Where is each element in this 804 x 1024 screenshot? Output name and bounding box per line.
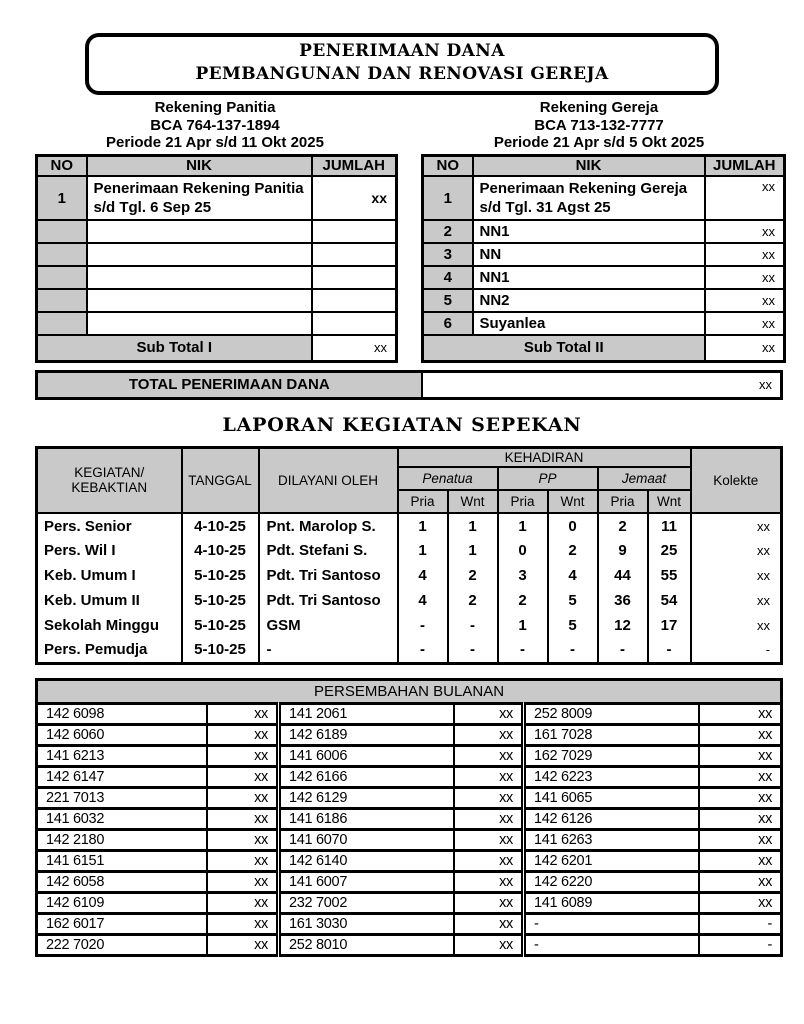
account-code-cell: 142 6060 xyxy=(37,724,207,745)
tanggal-cell: 4-10-25 xyxy=(182,513,259,538)
table-row xyxy=(37,588,782,613)
penatua-wnt-cell: 1 xyxy=(448,513,498,538)
jemaat-wnt-cell: 25 xyxy=(648,538,691,563)
column-header-kegiatan xyxy=(37,447,182,513)
amount-cell: xx xyxy=(454,724,524,745)
panitia-receipt-table xyxy=(35,154,398,363)
amount-cell: xx xyxy=(454,892,524,913)
kegiatan-cell: Pers. Wil I xyxy=(37,538,182,563)
amount-cell: xx xyxy=(699,850,782,871)
dilayani-cell: - xyxy=(259,638,398,663)
table-row xyxy=(37,613,782,638)
account-code-cell: 221 7013 xyxy=(37,787,207,808)
nik-cell: NN2 xyxy=(473,289,705,312)
column-header-nik: NIK xyxy=(87,155,312,176)
column-header-pp: PP xyxy=(498,467,598,490)
jumlah-cell xyxy=(312,289,397,312)
table-row xyxy=(37,871,782,892)
row-number: 3 xyxy=(423,243,473,266)
account-headers xyxy=(35,99,780,152)
jemaat-pria-cell: 12 xyxy=(598,613,648,638)
column-header-wnt: Wnt xyxy=(448,490,498,513)
nik-cell: Penerimaan Rekening Panitia s/d Tgl. 6 Sep 25 xyxy=(87,176,312,220)
penatua-wnt-cell: 2 xyxy=(448,588,498,613)
jumlah-cell: xx xyxy=(705,266,785,289)
row-number: 1 xyxy=(37,176,87,220)
column-header-dilayani: DILAYANI OLEH xyxy=(259,447,398,513)
amount-cell: - xyxy=(699,913,782,934)
table-row xyxy=(37,892,782,913)
amount-cell: xx xyxy=(699,745,782,766)
subtotal-label: Sub Total I xyxy=(37,335,312,361)
table-row xyxy=(37,176,397,220)
activity-rows xyxy=(37,513,782,663)
account-code-cell: 141 6089 xyxy=(524,892,699,913)
account-panitia-header xyxy=(35,99,395,152)
kegiatan-cell: Keb. Umum I xyxy=(37,563,182,588)
column-header-jemaat: Jemaat xyxy=(598,467,691,490)
account-gereja-header xyxy=(418,99,780,152)
jumlah-cell: xx xyxy=(705,312,785,335)
account-panitia-number: BCA 764-137-1894 xyxy=(150,116,280,134)
nik-cell xyxy=(87,266,312,289)
gereja-receipt-table xyxy=(421,154,786,363)
table-row xyxy=(423,220,785,243)
account-code-cell: 141 6007 xyxy=(279,871,454,892)
row-number: 6 xyxy=(423,312,473,335)
table-row xyxy=(37,787,782,808)
nik-cell xyxy=(87,289,312,312)
jumlah-cell: xx xyxy=(312,176,397,220)
title-line2: PEMBANGUNAN DAN RENOVASI GEREJA xyxy=(195,64,609,84)
jumlah-cell xyxy=(312,266,397,289)
amount-cell: xx xyxy=(454,808,524,829)
account-code-cell: 142 6126 xyxy=(524,808,699,829)
account-code-cell: 142 6166 xyxy=(279,766,454,787)
account-code-cell: - xyxy=(524,934,699,955)
penatua-wnt-cell: - xyxy=(448,613,498,638)
table-row xyxy=(37,220,397,243)
subtotal-row xyxy=(423,335,785,361)
persembahan-rows xyxy=(37,703,782,955)
account-code-cell: 142 6129 xyxy=(279,787,454,808)
jumlah-cell: xx xyxy=(705,176,785,220)
amount-cell: xx xyxy=(699,829,782,850)
pp-pria-cell: 2 xyxy=(498,588,548,613)
pp-pria-cell: 0 xyxy=(498,538,548,563)
row-number: 2 xyxy=(423,220,473,243)
account-code-cell: 141 6151 xyxy=(37,850,207,871)
penatua-pria-cell: 4 xyxy=(398,588,448,613)
amount-cell: - xyxy=(699,934,782,955)
kolekte-cell: xx xyxy=(691,588,782,613)
jemaat-wnt-cell: 17 xyxy=(648,613,691,638)
account-code-cell: 141 6070 xyxy=(279,829,454,850)
total-row xyxy=(35,370,783,400)
kolekte-cell: xx xyxy=(691,513,782,538)
jemaat-pria-cell: 2 xyxy=(598,513,648,538)
dilayani-cell: Pdt. Tri Santoso xyxy=(259,588,398,613)
table-row xyxy=(423,266,785,289)
column-header-kehadiran: KEHADIRAN xyxy=(398,447,691,467)
amount-cell: xx xyxy=(207,850,279,871)
account-code-cell: 142 6220 xyxy=(524,871,699,892)
penatua-pria-cell: 1 xyxy=(398,513,448,538)
amount-cell: xx xyxy=(454,934,524,955)
table-row xyxy=(37,312,397,335)
column-header-jumlah: JUMLAH xyxy=(312,155,397,176)
kolekte-cell: - xyxy=(691,638,782,663)
table-row xyxy=(37,934,782,955)
row-number xyxy=(37,289,87,312)
column-header-nik: NIK xyxy=(473,155,705,176)
amount-cell: xx xyxy=(207,745,279,766)
account-code-cell: 141 6006 xyxy=(279,745,454,766)
kegiatan-header-line2: KEBAKTIAN xyxy=(71,480,148,496)
jemaat-wnt-cell: 55 xyxy=(648,563,691,588)
table-header-row xyxy=(37,155,397,176)
account-code-cell: 141 6032 xyxy=(37,808,207,829)
dilayani-cell: Pnt. Marolop S. xyxy=(259,513,398,538)
amount-cell: xx xyxy=(454,850,524,871)
account-code-cell: 141 6065 xyxy=(524,787,699,808)
table-row xyxy=(37,513,782,538)
account-gereja-number: BCA 713-132-7777 xyxy=(534,116,664,134)
penatua-pria-cell: 1 xyxy=(398,538,448,563)
jemaat-wnt-cell: 11 xyxy=(648,513,691,538)
persembahan-header-row xyxy=(37,679,782,703)
table-row xyxy=(423,312,785,335)
amount-cell: xx xyxy=(207,724,279,745)
penatua-pria-cell: - xyxy=(398,613,448,638)
tanggal-cell: 5-10-25 xyxy=(182,563,259,588)
account-code-cell: 142 6109 xyxy=(37,892,207,913)
column-header-pria: Pria xyxy=(498,490,548,513)
nik-cell: NN xyxy=(473,243,705,266)
column-header-kolekte: Kolekte xyxy=(691,447,782,513)
table-row xyxy=(37,289,397,312)
persembahan-table xyxy=(35,678,783,957)
jemaat-pria-cell: 44 xyxy=(598,563,648,588)
table-row xyxy=(37,638,782,663)
column-header-wnt: Wnt xyxy=(648,490,691,513)
account-code-cell: 141 6213 xyxy=(37,745,207,766)
pp-wnt-cell: 4 xyxy=(548,563,598,588)
account-code-cell: 142 6098 xyxy=(37,703,207,724)
row-number: 1 xyxy=(423,176,473,220)
amount-cell: xx xyxy=(454,766,524,787)
amount-cell: xx xyxy=(699,892,782,913)
column-header-wnt: Wnt xyxy=(548,490,598,513)
amount-cell: xx xyxy=(207,808,279,829)
account-panitia-name: Rekening Panitia xyxy=(154,99,276,116)
total-label: TOTAL PENERIMAAN DANA xyxy=(37,371,422,398)
amount-cell: xx xyxy=(699,703,782,724)
amount-cell: xx xyxy=(207,787,279,808)
kolekte-cell: xx xyxy=(691,613,782,638)
pp-pria-cell: 1 xyxy=(498,613,548,638)
column-header-pria: Pria xyxy=(598,490,648,513)
account-code-cell: 142 6201 xyxy=(524,850,699,871)
nik-cell: NN1 xyxy=(473,266,705,289)
subtotal-value: xx xyxy=(705,335,785,361)
account-code-cell: 142 6058 xyxy=(37,871,207,892)
table-row xyxy=(37,266,397,289)
gereja-rows xyxy=(423,220,785,335)
table-row xyxy=(37,538,782,563)
table-row xyxy=(37,850,782,871)
amount-cell: xx xyxy=(207,766,279,787)
row-number xyxy=(37,312,87,335)
jemaat-pria-cell: 9 xyxy=(598,538,648,563)
kolekte-cell: xx xyxy=(691,538,782,563)
kolekte-cell: xx xyxy=(691,563,782,588)
account-code-cell: 161 7028 xyxy=(524,724,699,745)
amount-cell: xx xyxy=(207,829,279,850)
account-code-cell: 222 7020 xyxy=(37,934,207,955)
account-code-cell: 141 6186 xyxy=(279,808,454,829)
account-gereja-period: Periode 21 Apr s/d 5 Okt 2025 xyxy=(493,134,705,151)
subtotal-row xyxy=(37,335,397,361)
subtotal-value: xx xyxy=(312,335,397,361)
amount-cell: xx xyxy=(699,871,782,892)
pp-wnt-cell: 2 xyxy=(548,538,598,563)
table-row xyxy=(423,176,785,220)
account-code-cell: 232 7002 xyxy=(279,892,454,913)
pp-wnt-cell: 0 xyxy=(548,513,598,538)
account-code-cell: 142 6140 xyxy=(279,850,454,871)
amount-cell: xx xyxy=(699,766,782,787)
amount-cell: xx xyxy=(454,913,524,934)
account-code-cell: 252 8010 xyxy=(279,934,454,955)
dilayani-cell: Pdt. Stefani S. xyxy=(259,538,398,563)
table-row xyxy=(37,829,782,850)
activity-table xyxy=(35,446,783,665)
title-line1: PENERIMAAN DANA xyxy=(299,41,505,61)
amount-cell: xx xyxy=(699,808,782,829)
amount-cell: xx xyxy=(454,787,524,808)
activity-header-row-1 xyxy=(37,447,782,467)
table-header-row xyxy=(423,155,785,176)
account-code-cell: 141 2061 xyxy=(279,703,454,724)
panitia-rows xyxy=(37,220,397,335)
account-code-cell: 142 6147 xyxy=(37,766,207,787)
amount-cell: xx xyxy=(454,745,524,766)
table-row xyxy=(37,808,782,829)
amount-cell: xx xyxy=(699,787,782,808)
jumlah-cell xyxy=(312,220,397,243)
account-gereja-name: Rekening Gereja xyxy=(539,99,659,116)
account-code-cell: - xyxy=(524,913,699,934)
account-code-cell: 162 6017 xyxy=(37,913,207,934)
pp-pria-cell: 3 xyxy=(498,563,548,588)
nik-cell xyxy=(87,220,312,243)
table-row xyxy=(37,243,397,266)
penatua-wnt-cell: 2 xyxy=(448,563,498,588)
table-row xyxy=(423,289,785,312)
table-row xyxy=(37,563,782,588)
account-code-cell: 142 2180 xyxy=(37,829,207,850)
dilayani-cell: Pdt. Tri Santoso xyxy=(259,563,398,588)
total-value: xx xyxy=(422,371,782,398)
table-row xyxy=(37,913,782,934)
amount-cell: xx xyxy=(207,703,279,724)
jumlah-cell xyxy=(312,243,397,266)
row-number: 4 xyxy=(423,266,473,289)
tanggal-cell: 5-10-25 xyxy=(182,613,259,638)
account-code-cell: 142 6223 xyxy=(524,766,699,787)
persembahan-title: PERSEMBAHAN BULANAN xyxy=(37,679,782,703)
amount-cell: xx xyxy=(454,703,524,724)
row-number: 5 xyxy=(423,289,473,312)
nik-cell xyxy=(87,243,312,266)
amount-cell: xx xyxy=(454,829,524,850)
jumlah-cell: xx xyxy=(705,220,785,243)
jumlah-cell: xx xyxy=(705,243,785,266)
penatua-wnt-cell: - xyxy=(448,638,498,663)
amount-cell: xx xyxy=(207,913,279,934)
table-row xyxy=(37,745,782,766)
table-row xyxy=(423,243,785,266)
amount-cell: xx xyxy=(207,934,279,955)
amount-cell: xx xyxy=(207,892,279,913)
row-number xyxy=(37,266,87,289)
dilayani-cell: GSM xyxy=(259,613,398,638)
pp-wnt-cell: 5 xyxy=(548,588,598,613)
amount-cell: xx xyxy=(699,724,782,745)
subtotal-label: Sub Total II xyxy=(423,335,705,361)
pp-wnt-cell: - xyxy=(548,638,598,663)
account-code-cell: 161 3030 xyxy=(279,913,454,934)
jumlah-cell xyxy=(312,312,397,335)
account-code-cell: 142 6189 xyxy=(279,724,454,745)
nik-cell xyxy=(87,312,312,335)
account-code-cell: 141 6263 xyxy=(524,829,699,850)
column-header-no: NO xyxy=(423,155,473,176)
penatua-pria-cell: - xyxy=(398,638,448,663)
pp-pria-cell: - xyxy=(498,638,548,663)
kegiatan-cell: Sekolah Minggu xyxy=(37,613,182,638)
activity-section-title: LAPORAN KEGIATAN SEPEKAN xyxy=(222,413,582,436)
kegiatan-cell: Keb. Umum II xyxy=(37,588,182,613)
penatua-wnt-cell: 1 xyxy=(448,538,498,563)
jumlah-cell: xx xyxy=(705,289,785,312)
jemaat-pria-cell: 36 xyxy=(598,588,648,613)
jemaat-pria-cell: - xyxy=(598,638,648,663)
table-row xyxy=(37,766,782,787)
table-row xyxy=(37,703,782,724)
jemaat-wnt-cell: 54 xyxy=(648,588,691,613)
nik-cell: Penerimaan Rekening Gereja s/d Tgl. 31 Agst 25 xyxy=(473,176,705,220)
penatua-pria-cell: 4 xyxy=(398,563,448,588)
tanggal-cell: 4-10-25 xyxy=(182,538,259,563)
account-panitia-period: Periode 21 Apr s/d 11 Okt 2025 xyxy=(106,134,324,151)
column-header-pria: Pria xyxy=(398,490,448,513)
table-row xyxy=(37,724,782,745)
document-title-box xyxy=(85,33,719,95)
kegiatan-header-line1: KEGIATAN/ xyxy=(74,465,145,481)
column-header-tanggal: TANGGAL xyxy=(182,447,259,513)
pp-pria-cell: 1 xyxy=(498,513,548,538)
tanggal-cell: 5-10-25 xyxy=(182,638,259,663)
account-code-cell: 162 7029 xyxy=(524,745,699,766)
amount-cell: xx xyxy=(207,871,279,892)
jemaat-wnt-cell: - xyxy=(648,638,691,663)
amount-cell: xx xyxy=(454,871,524,892)
column-header-penatua: Penatua xyxy=(398,467,498,490)
pp-wnt-cell: 5 xyxy=(548,613,598,638)
row-number xyxy=(37,243,87,266)
tanggal-cell: 5-10-25 xyxy=(182,588,259,613)
row-number xyxy=(37,220,87,243)
kegiatan-cell: Pers. Pemudja xyxy=(37,638,182,663)
column-header-no: NO xyxy=(37,155,87,176)
receipt-tables xyxy=(35,154,804,363)
nik-cell: NN1 xyxy=(473,220,705,243)
account-code-cell: 252 8009 xyxy=(524,703,699,724)
nik-cell: Suyanlea xyxy=(473,312,705,335)
column-header-jumlah: JUMLAH xyxy=(705,155,785,176)
kegiatan-cell: Pers. Senior xyxy=(37,513,182,538)
